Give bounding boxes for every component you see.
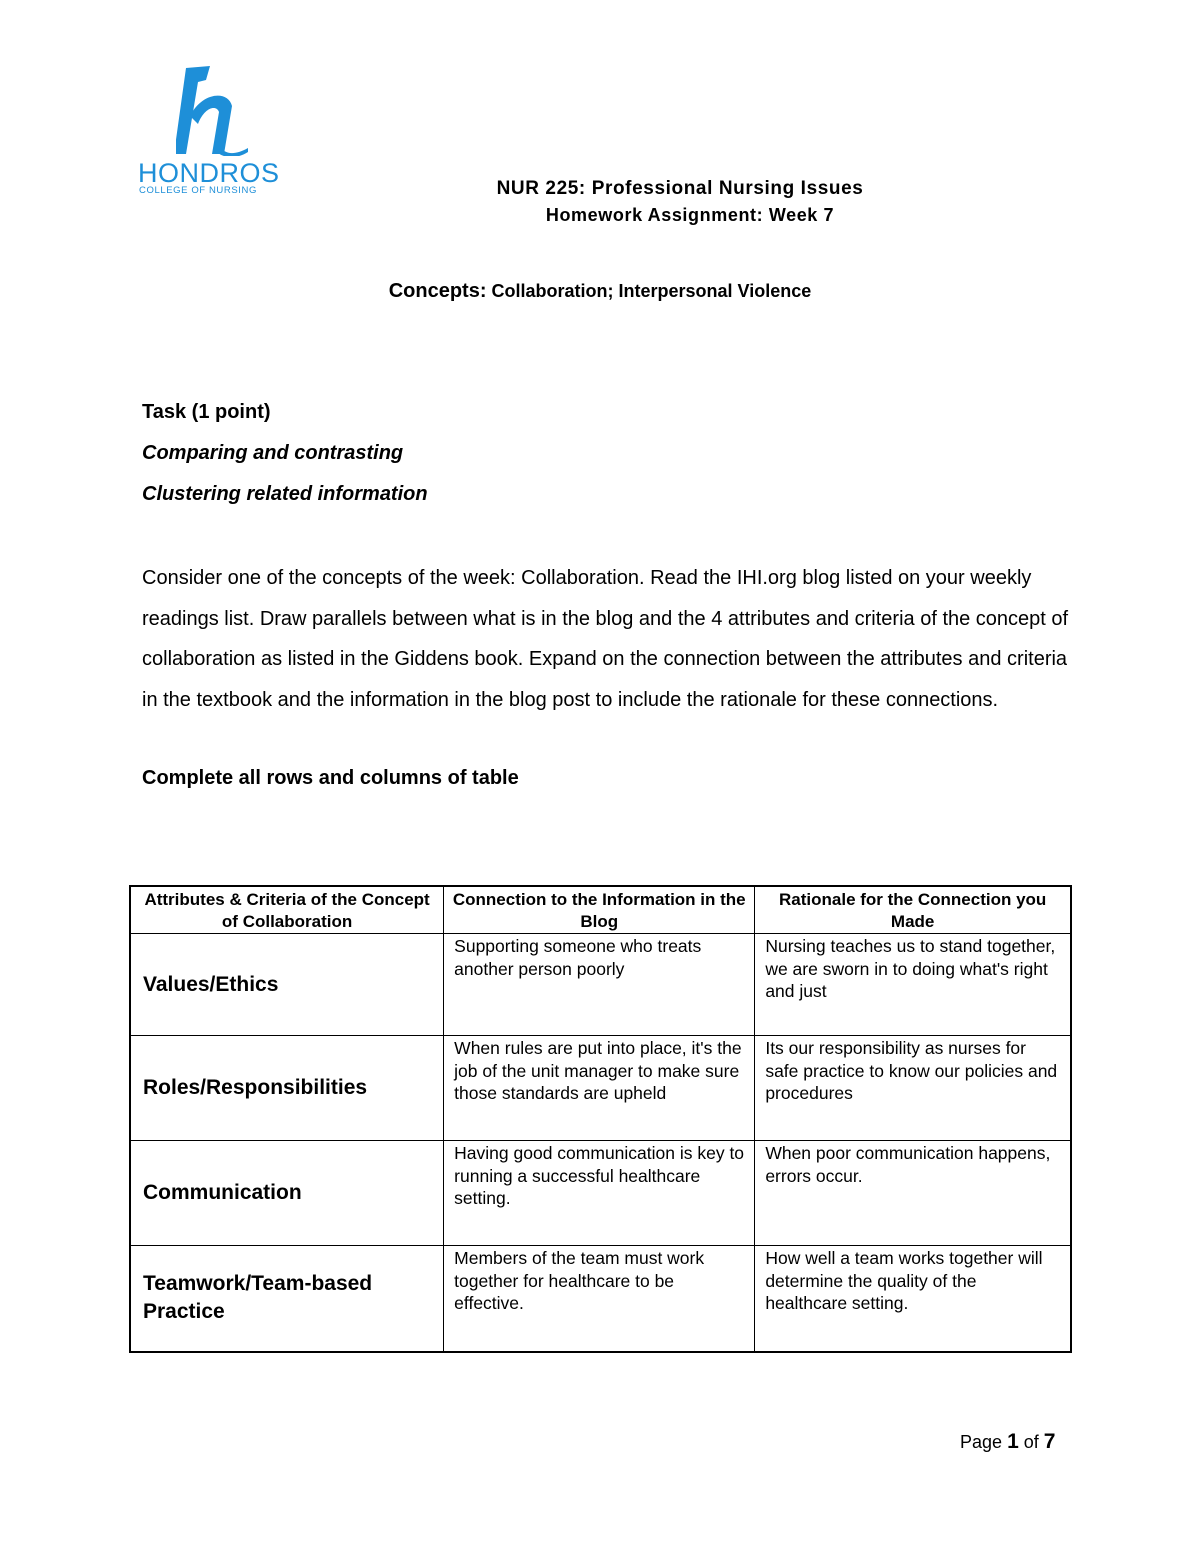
row-attribute: Communication <box>130 1141 444 1246</box>
task-title: Task (1 point) <box>142 401 271 423</box>
page-number <box>960 1430 1055 1454</box>
task-subheading: Comparing and contrasting <box>142 442 404 464</box>
row-connection: When rules are put into place, it's the job of the unit manager to make sure those standards are upheld <box>444 1036 755 1141</box>
concepts-line <box>300 280 900 303</box>
table-row <box>130 1141 1071 1246</box>
page-current: 1 <box>1007 1430 1019 1453</box>
hondros-logo <box>138 66 288 200</box>
row-attribute: Roles/Responsibilities <box>130 1036 444 1141</box>
table-row <box>130 1246 1071 1352</box>
page-total: 7 <box>1043 1430 1056 1453</box>
column-header: Connection to the Information in the Blog <box>444 886 755 934</box>
course-title: NUR 225: Professional Nursing Issues <box>496 178 864 199</box>
column-header: Rationale for the Connection you Made <box>755 886 1071 934</box>
of-word: of <box>1023 1432 1039 1452</box>
row-rationale: Its our responsibility as nurses for safe practice to know our policies and procedures <box>755 1036 1071 1141</box>
row-connection: Members of the team must work together for healthcare to be effective. <box>444 1246 755 1352</box>
task-subheading: Clustering related information <box>142 483 428 505</box>
row-connection: Having good communication is key to running a successful healthcare setting. <box>444 1141 755 1246</box>
task-instruction-bold: Complete all rows and columns of table <box>142 767 519 789</box>
h-monogram-icon <box>176 66 252 156</box>
row-connection: Supporting someone who treats another person poorly <box>444 934 755 1036</box>
logo-subtitle: COLLEGE OF NURSING <box>139 185 257 196</box>
concepts-value: Collaboration; Interpersonal Violence <box>491 281 812 301</box>
table-header-row <box>130 886 1071 934</box>
row-attribute: Values/Ethics <box>130 934 444 1036</box>
task-instructions: Consider one of the concepts of the week: Collaboration. Read the IHI.org blog listed on your weekly readings list. Draw parallels between what is in the blog and the 4 attributes and criteria of the concept of collaboration as listed in the Giddens book. Expand on the connection between the attributes and criteria in the textbook and the information in the blog post to include the rationale for these connections. <box>142 567 1069 711</box>
table-row <box>130 1036 1071 1141</box>
logo-name: HONDROS <box>138 158 280 188</box>
concepts-label: Concepts: <box>388 280 487 302</box>
page-word: Page <box>960 1432 1003 1452</box>
assignment-title: Homework Assignment: Week 7 <box>545 205 835 225</box>
row-rationale: When poor communication happens, errors occur. <box>755 1141 1071 1246</box>
table-row <box>130 934 1071 1036</box>
column-header: Attributes & Criteria of the Concept of Collaboration <box>130 886 444 934</box>
row-attribute: Teamwork/Team-based Practice <box>130 1246 444 1352</box>
collaboration-table <box>129 885 1072 1353</box>
row-rationale: Nursing teaches us to stand together, we are sworn in to doing what's right and just <box>755 934 1071 1036</box>
row-rationale: How well a team works together will determine the quality of the healthcare setting. <box>755 1246 1071 1352</box>
